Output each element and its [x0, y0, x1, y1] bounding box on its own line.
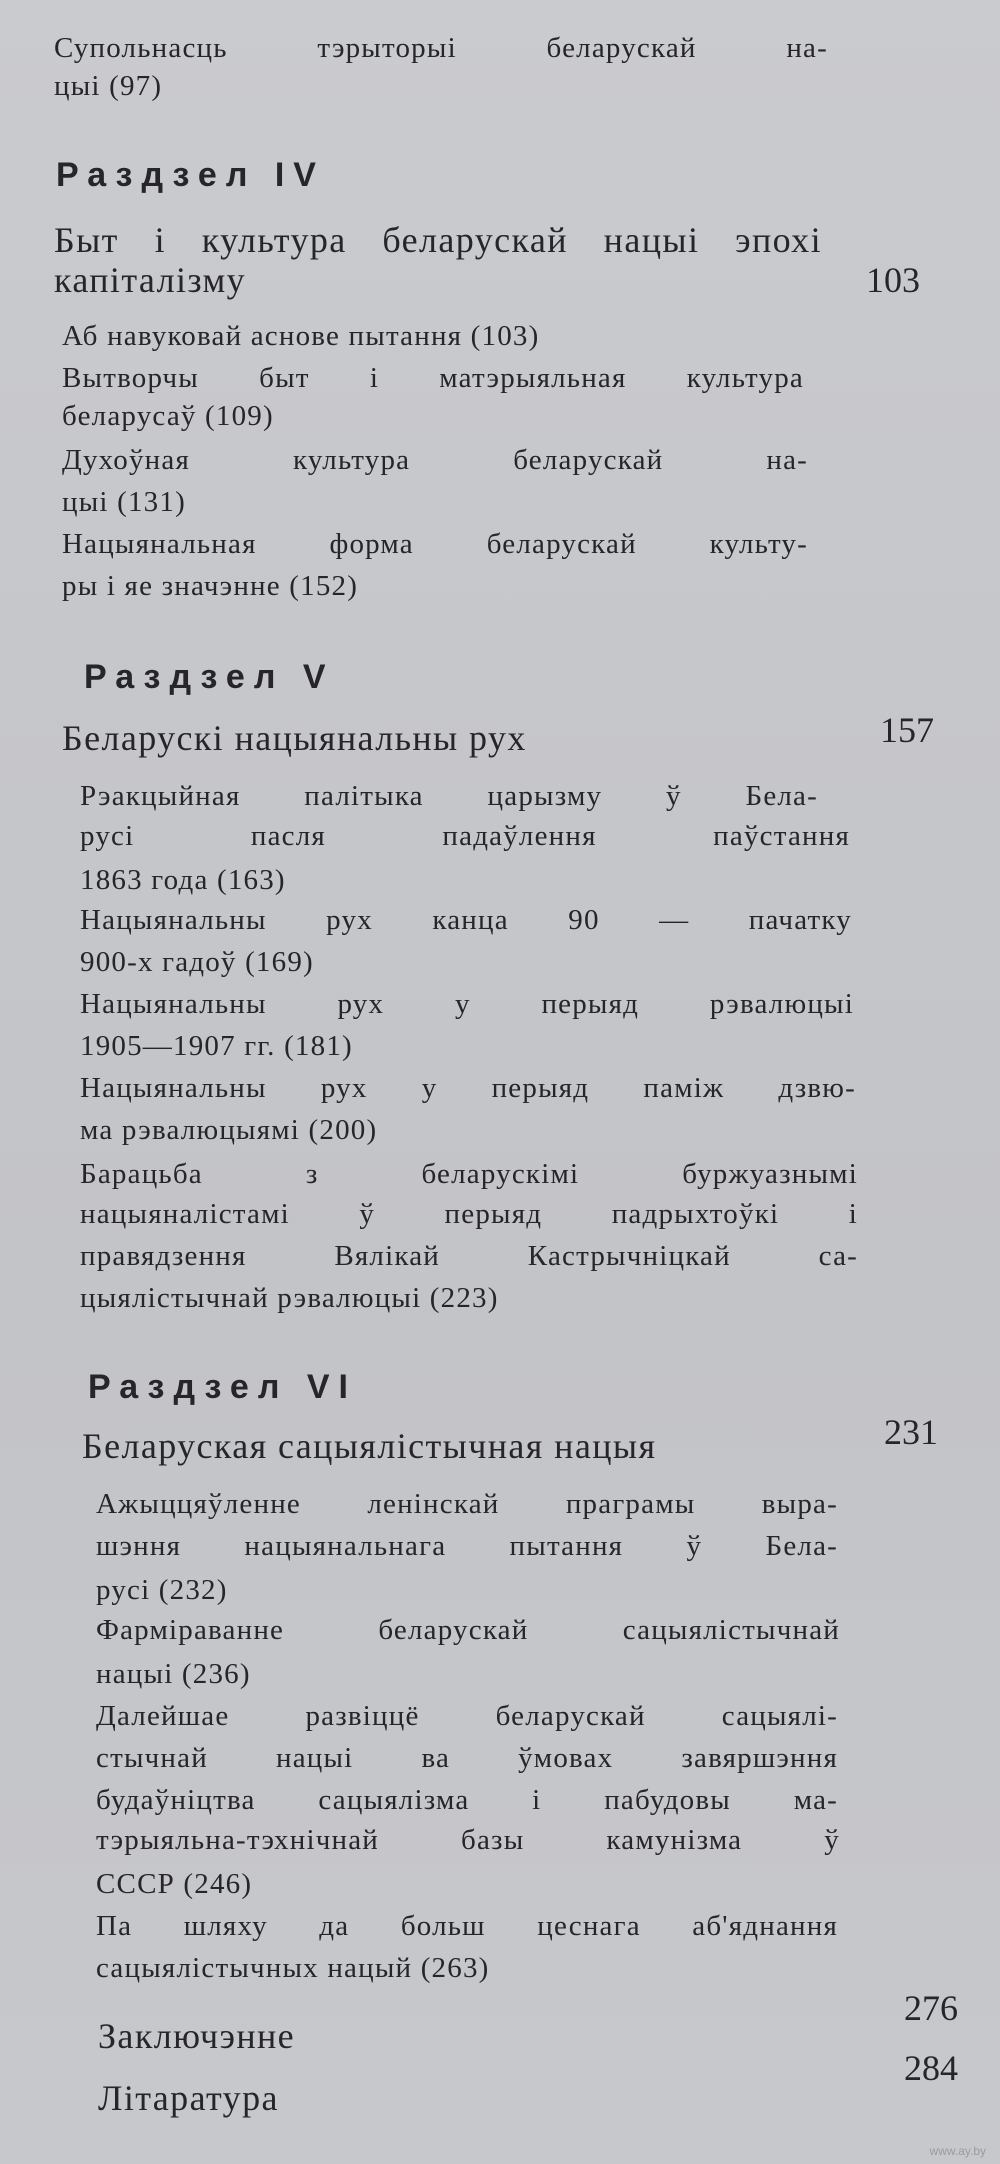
closing-page-number: 276 — [904, 1988, 958, 2028]
section-title-line: Быт і культура беларускай нацыі эпохі — [54, 220, 822, 260]
toc-entry-line: Аб навуковай аснове пытання (103) — [62, 320, 540, 352]
toc-entry-line: Далейшае развіццё беларускай сацыялі- — [96, 1700, 838, 1732]
section-title-line: капіталізму — [54, 260, 247, 300]
toc-entry-line: русі (232) — [96, 1574, 228, 1606]
section-heading: Раздзел VI — [88, 1368, 357, 1406]
toc-entry-line: шэння нацыянальнага пытання ў Бела- — [96, 1530, 838, 1562]
toc-entry-line: Рэакцыйная палітыка царызму ў Бела- — [80, 780, 818, 812]
toc-entry-line: правядзення Вялікай Кастрычніцкай са- — [80, 1240, 858, 1272]
toc-entry-line: нацыі (236) — [96, 1658, 251, 1690]
toc-entry-line: цыі (97) — [54, 70, 163, 102]
toc-entry-line: Вытворчы быт і матэрыяльная культура — [62, 362, 804, 394]
section-heading: Раздзел IV — [56, 156, 325, 194]
toc-entry-line: СССР (246) — [96, 1868, 253, 1900]
toc-entry-line: ма рэвалюцыямі (200) — [80, 1114, 378, 1146]
toc-entry-line: беларусаў (109) — [62, 400, 274, 432]
toc-entry-line: цыялістычнай рэвалюцыі (223) — [80, 1282, 499, 1314]
closing-title: Літаратура — [98, 2078, 279, 2118]
toc-entry-line: нацыяналістамі ў перыяд падрыхтоўкі і — [80, 1198, 858, 1230]
toc-entry-line: 900-х гадоў (169) — [80, 946, 314, 978]
toc-entry-line: цыі (131) — [62, 486, 186, 518]
toc-entry-line: Па шляху да больш цеснага аб'яднання — [96, 1910, 838, 1942]
toc-entry-line: будаўніцтва сацыялізма і пабудовы ма- — [96, 1784, 838, 1816]
toc-entry-line: Ажыццяўленне ленінскай праграмы выра- — [96, 1488, 838, 1520]
closing-page-number: 284 — [904, 2048, 958, 2088]
section-heading: Раздзел V — [84, 658, 335, 696]
section-page-number: 103 — [866, 260, 920, 300]
toc-entry-line: 1863 года (163) — [80, 864, 286, 896]
section-title-line: Беларускі нацыянальны рух — [62, 718, 527, 758]
toc-entry-line: Нацыянальны рух у перыяд паміж дзвю- — [80, 1072, 856, 1104]
toc-entry-line: ры і яе значэнне (152) — [62, 570, 359, 602]
toc-entry-line: тэрыяльна-тэхнічнай базы камунізма ў — [96, 1824, 840, 1856]
section-page-number: 231 — [884, 1412, 938, 1452]
watermark: www.ay.by — [929, 2144, 986, 2158]
toc-entry-line: Барацьба з беларускімі буржуазнымі — [80, 1158, 858, 1190]
toc-entry-line: сацыялістычных нацый (263) — [96, 1952, 490, 1984]
toc-entry-line: стычнай нацыі ва ўмовах завяршэння — [96, 1742, 838, 1774]
toc-entry-line: Нацыянальны рух канца 90 — пачатку — [80, 904, 852, 936]
section-page-number: 157 — [880, 710, 934, 750]
toc-entry-line: Нацыянальная форма беларускай культу- — [62, 528, 808, 560]
section-title-line: Беларуская сацыялістычная нацыя — [82, 1426, 657, 1466]
toc-entry-line: 1905—1907 гг. (181) — [80, 1030, 353, 1062]
toc-entry-line: Супольнасць тэрыторыі беларускай на- — [54, 32, 828, 64]
toc-entry-line: Нацыянальны рух у перыяд рэвалюцыі — [80, 988, 854, 1020]
toc-entry-line: Фарміраванне беларускай сацыялістычнай — [96, 1614, 840, 1646]
toc-entry-line: Духоўная культура беларускай на- — [62, 444, 808, 476]
toc-entry-line: русі пасля падаўлення паўстання — [80, 820, 850, 852]
closing-title: Заключэнне — [98, 2016, 296, 2056]
